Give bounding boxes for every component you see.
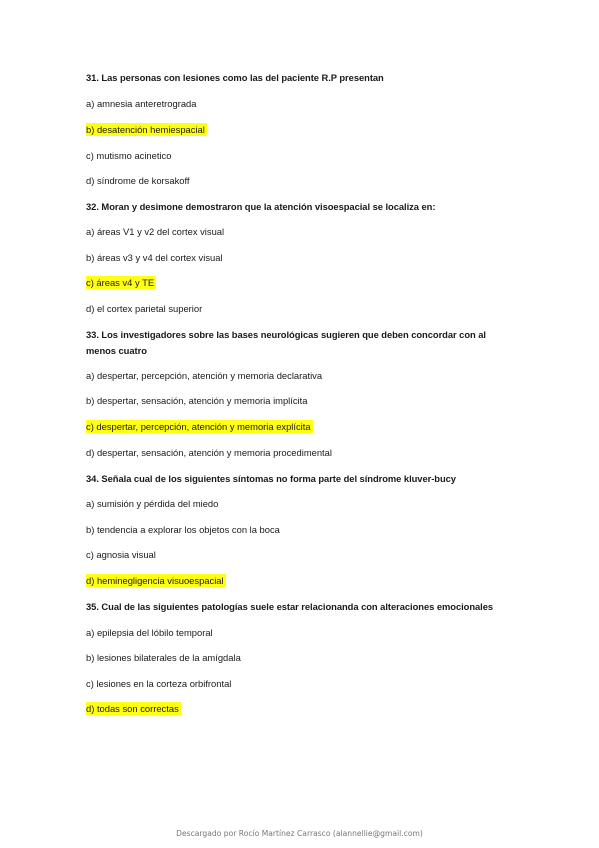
option-33d: d) despertar, sensación, atención y memoria procedimental — [86, 447, 332, 458]
option-32c: c) áreas v4 y TE — [86, 277, 155, 288]
option-31d: d) síndrome de korsakoff — [86, 175, 190, 186]
option-31a: a) amnesia anteretrograda — [86, 98, 197, 109]
option-31c: c) mutismo acinetico — [86, 150, 172, 161]
option-35a: a) epilepsia del lóbilo temporal — [86, 627, 213, 638]
question-34: 34. Señala cual de los siguientes síntomas no forma parte del síndrome kluver-bucy — [86, 473, 456, 484]
option-34b: b) tendencia a explorar los objetos con la boca — [86, 524, 280, 535]
option-32a: a) áreas V1 y v2 del cortex visual — [86, 226, 225, 237]
option-32b: b) áreas v3 y v4 del cortex visual — [86, 252, 223, 263]
question-32: 32. Moran y desimone demostraron que la atención visoespacial se localiza en: — [86, 201, 436, 212]
option-35b: b) lesiones bilaterales de la amígdala — [86, 652, 241, 663]
download-footer: Descargado por Rocío Martínez Carrasco (alannellie@gmail.com) — [176, 829, 423, 838]
question-33: 33. Los investigadores sobre las bases neurológicas sugieren que deben concordar con al menos cuatro — [86, 329, 486, 356]
option-33c: c) despertar, percepción, atención y memoria explícita — [86, 421, 311, 432]
option-35d: d) todas son correctas — [86, 703, 179, 714]
option-35c: c) lesiones en la corteza orbifrontal — [86, 678, 232, 689]
option-31b: b) desatención hemiespacial — [86, 124, 205, 135]
option-33b: b) despertar, sensación, atención y memoria implícita — [86, 395, 308, 406]
question-35: 35. Cual de las siguientes patologías suele estar relacionanda con alteraciones emocionales — [86, 601, 494, 612]
option-34d: d) heminegligencia visuoespacial — [86, 575, 224, 586]
option-34c: c) agnosia visual — [86, 549, 156, 560]
option-32d: d) el cortex parietal superior — [86, 303, 203, 314]
question-31: 31. Las personas con lesiones como las del paciente R.P presentan — [86, 72, 384, 83]
option-34a: a) sumisión y pérdida del miedo — [86, 498, 219, 509]
option-33a: a) despertar, percepción, atención y memoria declarativa — [86, 370, 323, 381]
